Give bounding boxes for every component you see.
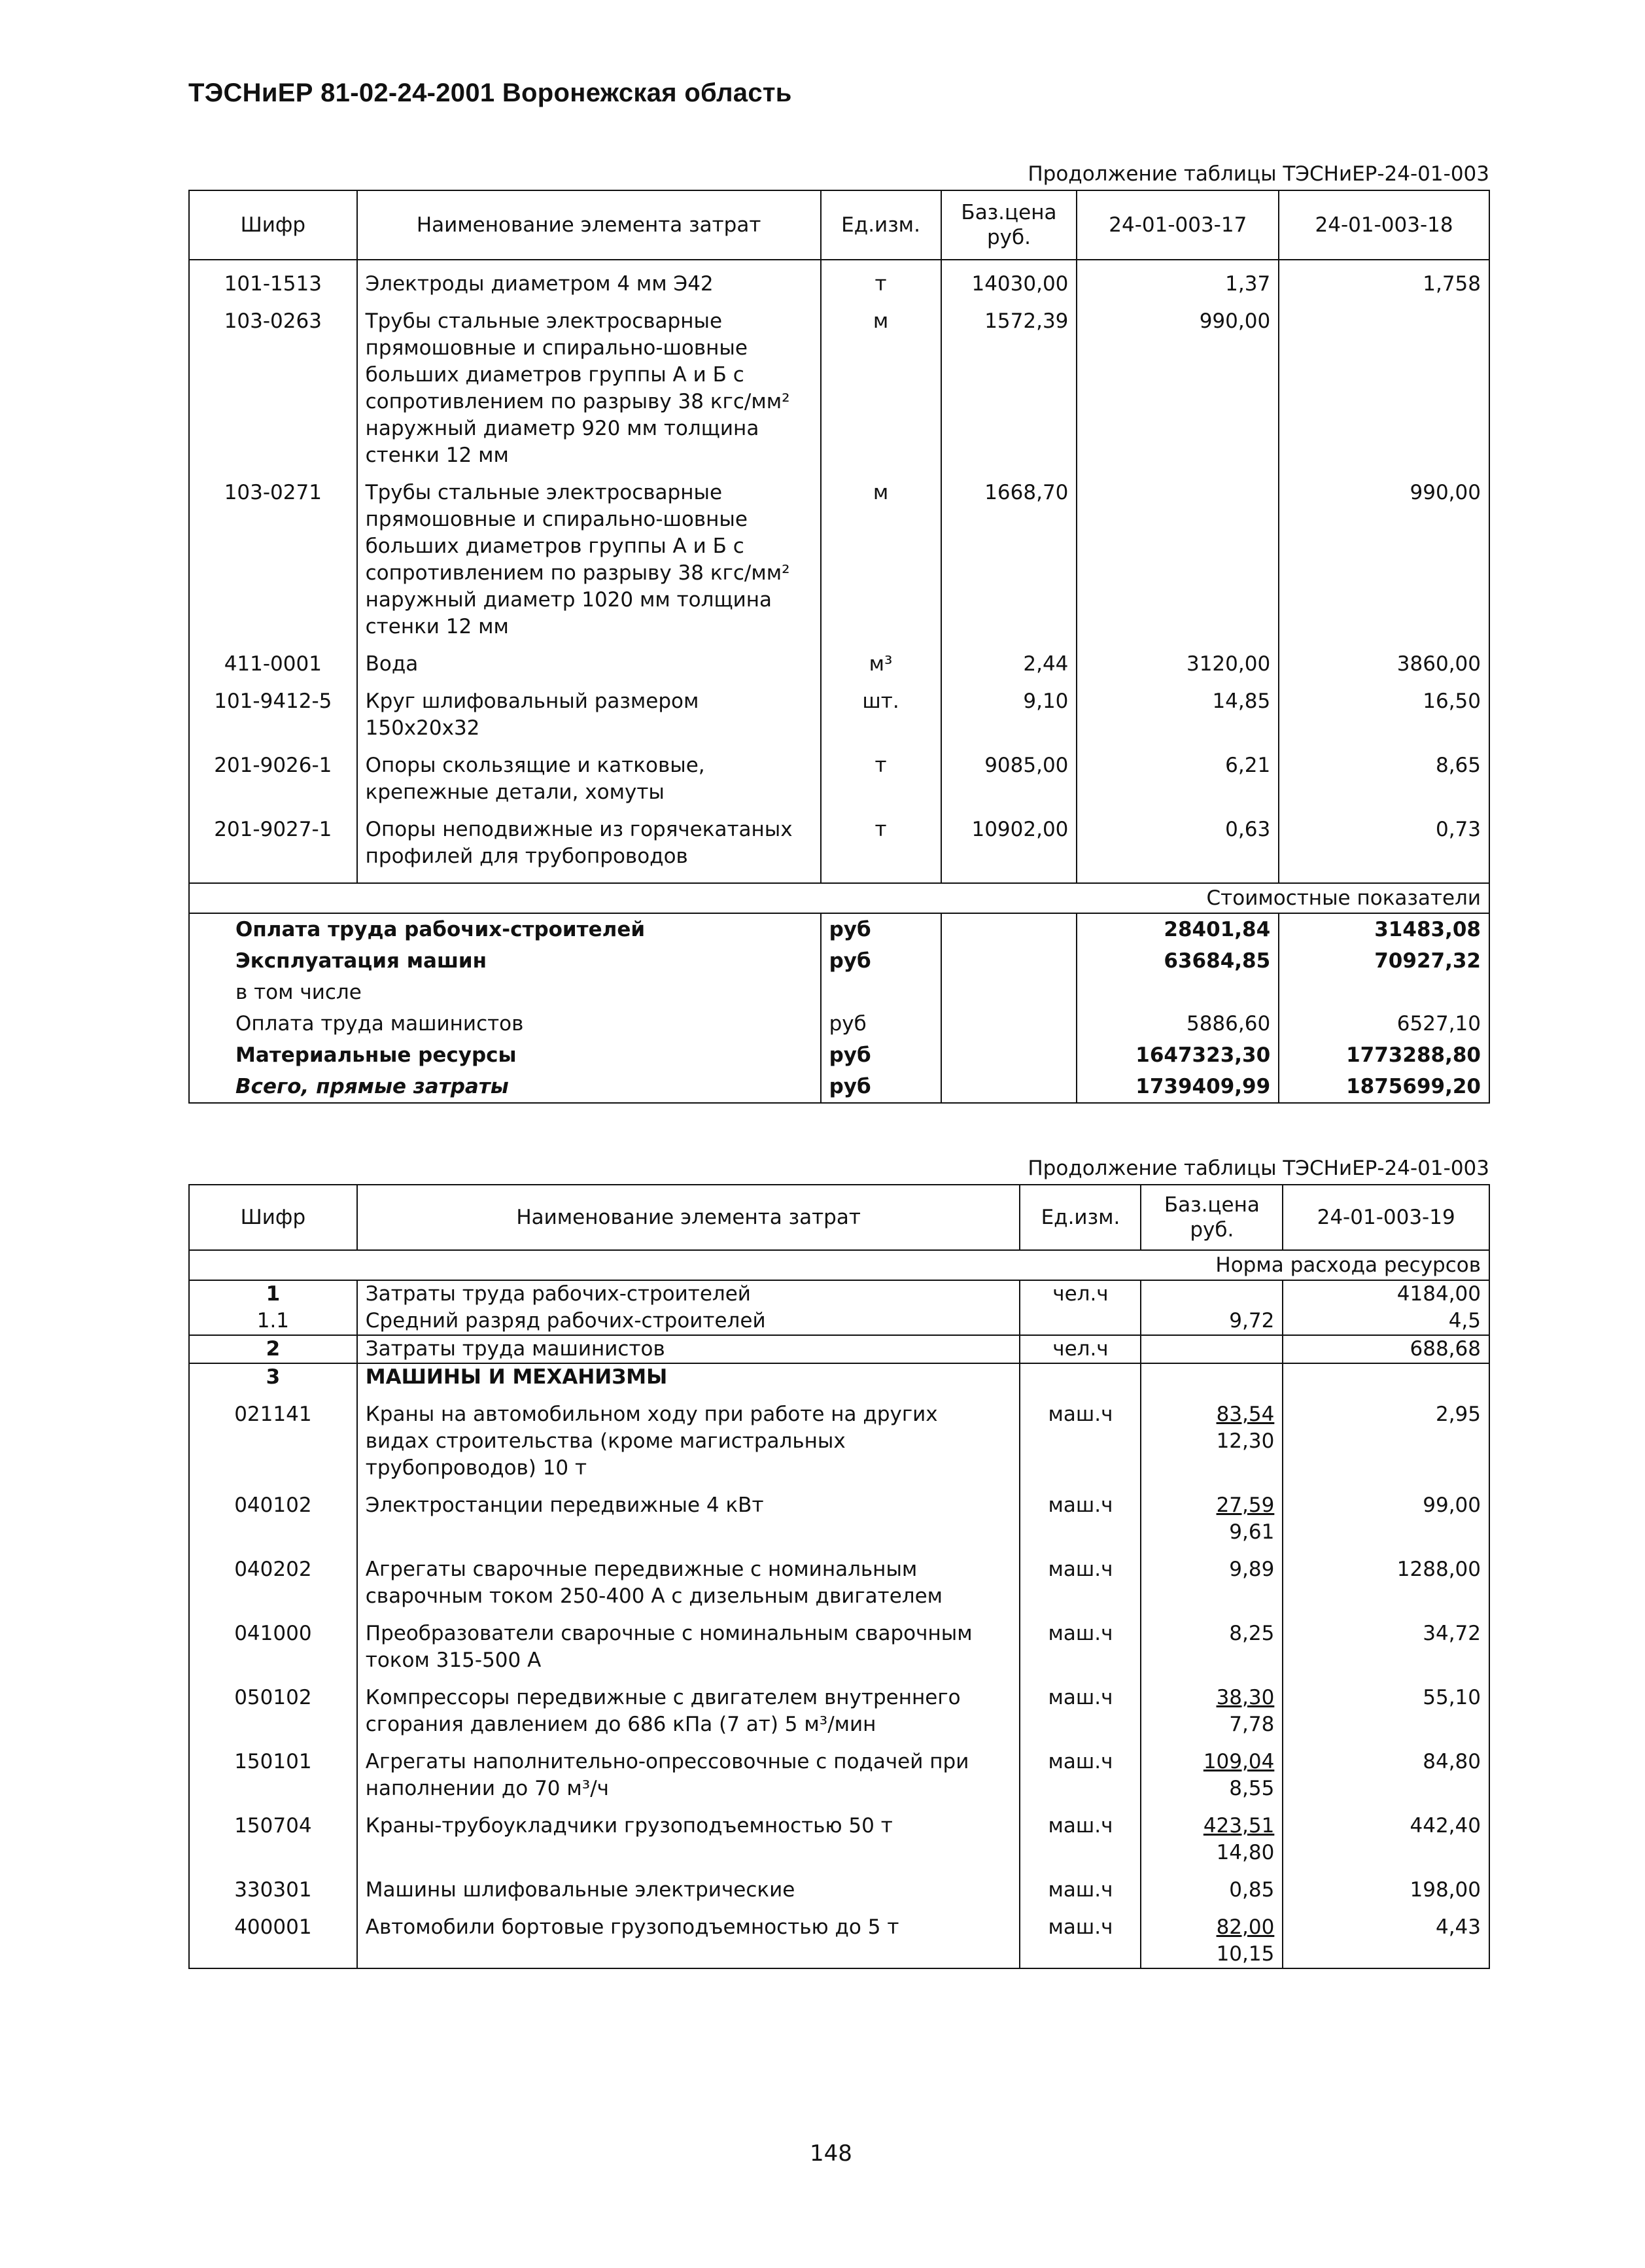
cost-row [189,1008,1489,1039]
cost-row [189,1071,1489,1103]
row-value-19: 4184,00 [1283,1280,1489,1308]
row-base-price: 10902,00 [941,806,1077,870]
table-row [189,1904,1489,1968]
table-row [189,1308,1489,1335]
row-code: 041000 [189,1610,357,1674]
row-unit: м³ [821,640,941,678]
row-name: Электроды диаметром 4 мм Э42 [357,260,821,298]
cost-unit: руб [821,1008,941,1039]
row-code: 201-9026-1 [189,742,357,806]
row-base-price-salary: 9,61 [1229,1520,1275,1544]
row-unit [1020,1308,1141,1335]
row-value-19: 2,95 [1283,1391,1489,1482]
cost-empty [941,977,1077,1008]
table-row [189,640,1489,678]
row-value-17: 990,00 [1077,298,1279,469]
row-base-price-cell [1141,1308,1283,1335]
row-base-price: 9,89 [1229,1558,1275,1581]
row-base-price-salary: 12,30 [1216,1429,1275,1453]
cost-value-18: 6527,10 [1279,1008,1489,1039]
col-header-17: 24-01-003-17 [1077,190,1279,260]
row-name: Краны на автомобильном ходу при работе на других видах строительства (кроме магистральных трубопроводов) 10 т [357,1391,1020,1482]
row-value-17: 1,37 [1077,260,1279,298]
resource-table-1 [188,190,1490,1104]
row-base-price: 0,85 [1229,1878,1275,1902]
row-name: Средний разряд рабочих-строителей [357,1308,1020,1335]
t2-col-header-unit: Ед.изм. [1020,1185,1141,1250]
t2-col-header-19: 24-01-003-19 [1283,1185,1489,1250]
cost-unit [821,977,941,1008]
row-code: 050102 [189,1674,357,1738]
row-name: Затраты труда машинистов [357,1335,1020,1363]
cost-value-17: 1647323,30 [1077,1039,1279,1071]
row-value-18: 8,65 [1279,742,1489,806]
cost-section-title: Стоимостные показатели [189,883,1489,913]
table-row [189,298,1489,469]
cost-value-17: 1739409,99 [1077,1071,1279,1103]
row-name: Преобразователи сварочные с номинальным сварочным током 315-500 А [357,1610,1020,1674]
row-unit: маш.ч [1020,1391,1141,1482]
row-code: 103-0271 [189,469,357,640]
table-row [189,469,1489,640]
row-unit: м [821,469,941,640]
cost-unit: руб [821,945,941,977]
table-row [189,1802,1489,1866]
row-value-17: 14,85 [1077,678,1279,742]
row-unit: т [821,806,941,870]
row-base-price-salary: 10,15 [1216,1942,1275,1966]
cost-value-17: 63684,85 [1077,945,1279,977]
row-unit: маш.ч [1020,1738,1141,1802]
row-value-18: 3860,00 [1279,640,1489,678]
row-base-price: 9,10 [941,678,1077,742]
table1-continuation-caption: Продолжение таблицы ТЭСНиЕР-24-01-003 [1028,162,1489,186]
row-code: 1.1 [189,1308,357,1335]
row-unit: маш.ч [1020,1546,1141,1610]
row-unit: чел.ч [1020,1335,1141,1363]
row-code: 040202 [189,1546,357,1610]
row-unit: маш.ч [1020,1482,1141,1546]
table2-continuation-caption: Продолжение таблицы ТЭСНиЕР-24-01-003 [1028,1157,1489,1180]
row-value-17: 6,21 [1077,742,1279,806]
row-unit: чел.ч [1020,1280,1141,1308]
table-row [189,742,1489,806]
t2-col-header-base-price: Баз.цена руб. [1141,1185,1283,1250]
row-unit [1020,1363,1141,1391]
cost-value-17: 28401,84 [1077,913,1279,945]
row-base-price: 9,72 [1229,1309,1275,1333]
row-base-price-salary: 14,80 [1216,1841,1275,1864]
row-value-18: 1,758 [1279,260,1489,298]
col-header-code: Шифр [189,190,357,260]
row-base-price-cell [1141,1482,1283,1546]
cost-label: Материальные ресурсы [189,1039,821,1071]
row-code: 021141 [189,1391,357,1482]
table-row [189,1335,1489,1363]
table-row [189,1391,1489,1482]
row-base-price-cell [1141,1738,1283,1802]
row-base-price-cell [1141,1363,1283,1391]
row-value-19: 442,40 [1283,1802,1489,1866]
table-row [189,1482,1489,1546]
row-base-price-cell [1141,1674,1283,1738]
row-unit: м [821,298,941,469]
row-base-price-cell [1141,1391,1283,1482]
col-header-base-price: Баз.цена руб. [941,190,1077,260]
row-base-price-cell [1141,1802,1283,1866]
row-base-price: 9085,00 [941,742,1077,806]
row-base-price-cell [1141,1335,1283,1363]
table-row [189,260,1489,298]
row-name: Агрегаты сварочные передвижные с номинальным сварочным током 250-400 А с дизельным двигателем [357,1546,1020,1610]
row-unit: шт. [821,678,941,742]
table-row [189,1674,1489,1738]
cost-value-18 [1279,977,1489,1008]
row-value-18: 0,73 [1279,806,1489,870]
cost-row [189,1039,1489,1071]
cost-label: Оплата труда машинистов [189,1008,821,1039]
cost-value-17: 5886,60 [1077,1008,1279,1039]
row-code: 2 [189,1335,357,1363]
cost-label: в том числе [189,977,821,1008]
row-value-19 [1283,1363,1489,1391]
cost-label: Всего, прямые затраты [189,1071,821,1103]
row-name: Трубы стальные электросварные прямошовные и спирально-шовные больших диаметров группы А и Б с сопротивлением по разрыву 38 кгс/мм² наружный диаметр 1020 мм толщина стенки 12 мм [357,469,821,640]
row-code: 330301 [189,1866,357,1904]
row-unit: маш.ч [1020,1904,1141,1968]
row-code: 150101 [189,1738,357,1802]
cost-value-17 [1077,977,1279,1008]
table-row [189,1363,1489,1391]
row-base-price-cell [1141,1546,1283,1610]
row-value-19: 4,43 [1283,1904,1489,1968]
row-base-price: 1572,39 [941,298,1077,469]
row-value-19: 55,10 [1283,1674,1489,1738]
row-base-price: 83,54 [1216,1403,1275,1426]
row-value-19: 4,5 [1283,1308,1489,1335]
col-header-name: Наименование элемента затрат [357,190,821,260]
row-value-19: 99,00 [1283,1482,1489,1546]
row-value-17: 3120,00 [1077,640,1279,678]
row-unit: маш.ч [1020,1866,1141,1904]
row-code: 400001 [189,1904,357,1968]
row-name: Затраты труда рабочих-строителей [357,1280,1020,1308]
cost-empty [941,1039,1077,1071]
row-base-price: 109,04 [1203,1750,1275,1773]
row-code: 3 [189,1363,357,1391]
row-base-price: 1668,70 [941,469,1077,640]
row-name: Трубы стальные электросварные прямошовные и спирально-шовные больших диаметров группы А и Б с сопротивлением по разрыву 38 кгс/мм² наружный диаметр 920 мм толщина стенки 12 мм [357,298,821,469]
cost-row [189,977,1489,1008]
row-code: 1 [189,1280,357,1308]
row-value-19: 34,72 [1283,1610,1489,1674]
row-code: 411-0001 [189,640,357,678]
row-value-19: 84,80 [1283,1738,1489,1802]
row-name: Автомобили бортовые грузоподъемностью до 5 т [357,1904,1020,1968]
table-row [189,806,1489,870]
t2-col-header-code: Шифр [189,1185,357,1250]
row-code: 101-9412-5 [189,678,357,742]
cost-value-18: 1773288,80 [1279,1039,1489,1071]
row-base-price: 2,44 [941,640,1077,678]
t2-col-header-name: Наименование элемента затрат [357,1185,1020,1250]
row-base-price-cell [1141,1280,1283,1308]
row-value-19: 688,68 [1283,1335,1489,1363]
row-code: 150704 [189,1802,357,1866]
row-base-price: 8,25 [1229,1622,1275,1645]
table-row [189,1866,1489,1904]
cost-label: Оплата труда рабочих-строителей [189,913,821,945]
cost-empty [941,913,1077,945]
page-number: 148 [810,2140,852,2167]
table-row [189,1546,1489,1610]
row-code: 040102 [189,1482,357,1546]
row-value-18: 990,00 [1279,469,1489,640]
cost-unit: руб [821,1071,941,1103]
row-name: Круг шлифовальный размером 150х20х32 [357,678,821,742]
row-code: 101-1513 [189,260,357,298]
row-value-18: 16,50 [1279,678,1489,742]
cost-empty [941,945,1077,977]
cost-value-18: 1875699,20 [1279,1071,1489,1103]
cost-row [189,913,1489,945]
row-base-price-cell [1141,1610,1283,1674]
cost-row [189,945,1489,977]
row-base-price: 423,51 [1203,1814,1275,1838]
row-base-price: 14030,00 [941,260,1077,298]
row-name: Вода [357,640,821,678]
cost-empty [941,1071,1077,1103]
row-name: Краны-трубоукладчики грузоподъемностью 50 т [357,1802,1020,1866]
row-code: 201-9027-1 [189,806,357,870]
norm-section-title: Норма расхода ресурсов [189,1250,1489,1280]
row-name: Машины шлифовальные электрические [357,1866,1020,1904]
row-value-19: 1288,00 [1283,1546,1489,1610]
table-row [189,1738,1489,1802]
page-title: ТЭСНиЕР 81-02-24-2001 Воронежская область [188,79,792,107]
row-name: МАШИНЫ И МЕХАНИЗМЫ [357,1363,1020,1391]
cost-unit: руб [821,913,941,945]
row-name: Компрессоры передвижные с двигателем внутреннего сгорания давлением до 686 кПа (7 ат) 5 м³/мин [357,1674,1020,1738]
row-value-18 [1279,298,1489,469]
row-base-price: 27,59 [1216,1493,1275,1517]
cost-value-18: 31483,08 [1279,913,1489,945]
row-name: Опоры неподвижные из горячекатаных профилей для трубопроводов [357,806,821,870]
table-row [189,1610,1489,1674]
row-value-17: 0,63 [1077,806,1279,870]
cost-empty [941,1008,1077,1039]
row-unit: маш.ч [1020,1674,1141,1738]
cost-unit: руб [821,1039,941,1071]
row-unit: маш.ч [1020,1610,1141,1674]
row-base-price-cell [1141,1866,1283,1904]
row-value-19: 198,00 [1283,1866,1489,1904]
row-value-17 [1077,469,1279,640]
row-base-price-cell [1141,1904,1283,1968]
row-unit: т [821,742,941,806]
row-name: Электростанции передвижные 4 кВт [357,1482,1020,1546]
row-base-price: 82,00 [1216,1915,1275,1939]
cost-label: Эксплуатация машин [189,945,821,977]
row-unit: маш.ч [1020,1802,1141,1866]
resource-table-2 [188,1184,1490,1969]
row-base-price-salary: 7,78 [1229,1713,1275,1736]
row-name: Агрегаты наполнительно-опрессовочные с подачей при наполнении до 70 м³/ч [357,1738,1020,1802]
row-code: 103-0263 [189,298,357,469]
row-name: Опоры скользящие и катковые, крепежные детали, хомуты [357,742,821,806]
row-base-price: 38,30 [1216,1686,1275,1709]
col-header-18: 24-01-003-18 [1279,190,1489,260]
row-unit: т [821,260,941,298]
table-row [189,678,1489,742]
table-row [189,1280,1489,1308]
row-base-price-salary: 8,55 [1229,1777,1275,1800]
cost-value-18: 70927,32 [1279,945,1489,977]
col-header-unit: Ед.изм. [821,190,941,260]
